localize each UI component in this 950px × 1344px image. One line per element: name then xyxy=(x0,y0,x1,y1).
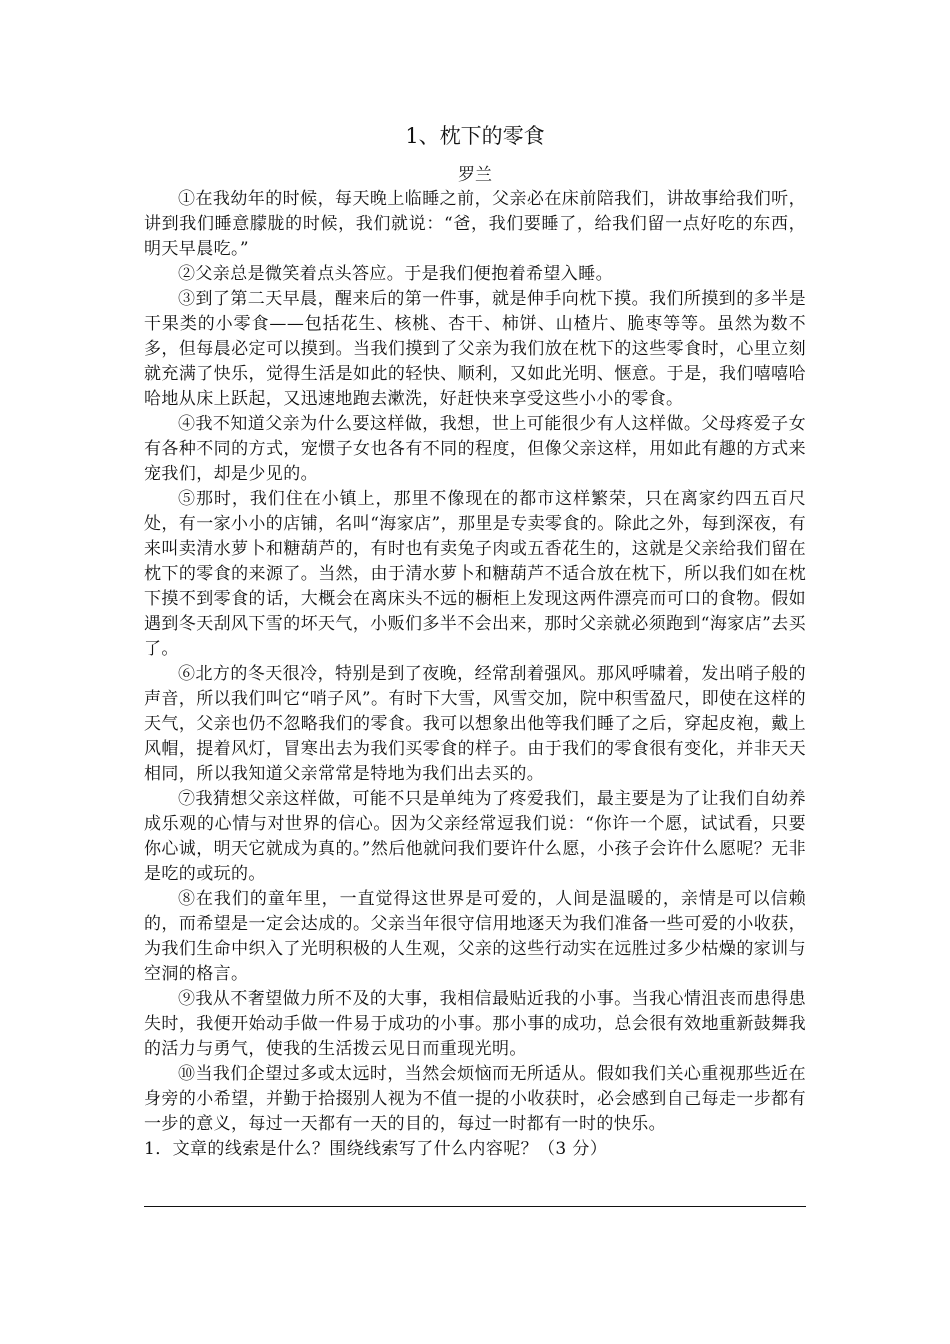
paragraph-3: ③到了第二天早晨，醒来后的第一件事，就是伸手向枕下摸。我们所摸到的多半是干果类的小零食——包括花生、核桃、杏干、柿饼、山楂片、脆枣等等。虽然为数不多，但每晨必定可以摸到。当我们摸到了父亲为我们放在枕下的这些零食时，心里立刻就充满了快乐，觉得生活是如此的轻快、顺利，又如此光明、惬意。于是，我们嘻嘻哈哈地从床上跃起，又迅速地跑去漱洗，好赶快来享受这些小小的零食。 xyxy=(144,289,806,409)
paragraph-9: ⑨我从不奢望做力所不及的大事，我相信最贴近我的小事。当我心情沮丧而患得患失时，我便开始动手做一件易于成功的小事。那小事的成功，总会很有效地重新鼓舞我的活力与勇气，使我的生活拨云见日而重现光明。 xyxy=(144,989,806,1059)
paragraph-8: ⑧在我们的童年里，一直觉得这世界是可爱的，人间是温暖的，亲情是可以信赖的，而希望是一定会达成的。父亲当年很守信用地逐天为我们准备一些可爱的小收获，为我们生命中织入了光明积极的人生观，父亲的这些行动实在远胜过多少枯燥的家训与空洞的格言。 xyxy=(144,889,806,984)
author-name: 罗兰 xyxy=(458,165,492,185)
paragraph-7: ⑦我猜想父亲这样做，可能不只是单纯为了疼爱我们，最主要是为了让我们自幼养成乐观的心情与对世界的信心。因为父亲经常逗我们说：“你许一个愿，试试看，只要你心诚，明天它就成为真的。”然后他就问我们要许什么愿，小孩子会许什么愿呢？无非是吃的或玩的。 xyxy=(144,789,806,884)
paragraph-5: ⑤那时，我们住在小镇上，那里不像现在的都市这样繁荣，只在离家约四五百尺处，有一家小小的店铺，名叫“海家店”，那里是专卖零食的。除此之外，每到深夜，有来叫卖清水萝卜和糖葫芦的，有时也有卖兔子肉或五香花生的，这就是父亲给我们留在枕下的零食的来源了。当然，由于清水萝卜和糖葫芦不适合放在枕下，所以我们如在枕下摸不到零食的话，大概会在离床头不远的橱柜上发现这两件漂亮而可口的食物。假如遇到冬天刮风下雪的坏天气，小贩们多半不会出来，那时父亲就必须跑到“海家店”去买了。 xyxy=(144,489,806,659)
article-body xyxy=(144,187,806,1162)
paragraph-6: ⑥北方的冬天很冷，特别是到了夜晚，经常刮着强风。那风呼啸着，发出哨子般的声音，所以我们叫它“哨子风”。有时下大雪，风雪交加，院中积雪盈尺，即使在这样的天气，父亲也仍不忽略我们的零食。我可以想象出他等我们睡了之后，穿起皮袍，戴上风帽，提着风灯，冒寒出去为我们买零食的样子。由于我们的零食很有变化，并非天天相同，所以我知道父亲常常是特地为我们出去买的。 xyxy=(144,664,806,784)
article-title: 1、枕下的零食 xyxy=(405,124,545,148)
paragraph-10: ⑩当我们企望过多或太远时，当然会烦恼而无所适从。假如我们关心重视那些近在身旁的小希望，并勤于拾掇别人视为不值一提的小收获时，必会感到自己每走一步都有一步的意义，每过一天都有一天的目的，每过一时都有一时的快乐。 xyxy=(144,1064,806,1134)
paragraph-2: ②父亲总是微笑着点头答应。于是我们便抱着希望入睡。 xyxy=(178,264,613,284)
answer-line[interactable] xyxy=(144,1206,806,1207)
paragraph-1: ①在我幼年的时候，每天晚上临睡之前，父亲必在床前陪我们，讲故事给我们听，讲到我们睡意朦胧的时候，我们就说：“爸，我们要睡了，给我们留一点好吃的东西，明天早晨吃。” xyxy=(144,189,806,259)
question-1: 1．文章的线索是什么？围绕线索写了什么内容呢？（3 分） xyxy=(144,1139,608,1159)
paragraph-4: ④我不知道父亲为什么要这样做，我想，世上可能很少有人这样做。父母疼爱子女有各种不同的方式，宠惯子女也各有不同的程度，但像父亲这样，用如此有趣的方式来宠我们，却是少见的。 xyxy=(144,414,806,484)
